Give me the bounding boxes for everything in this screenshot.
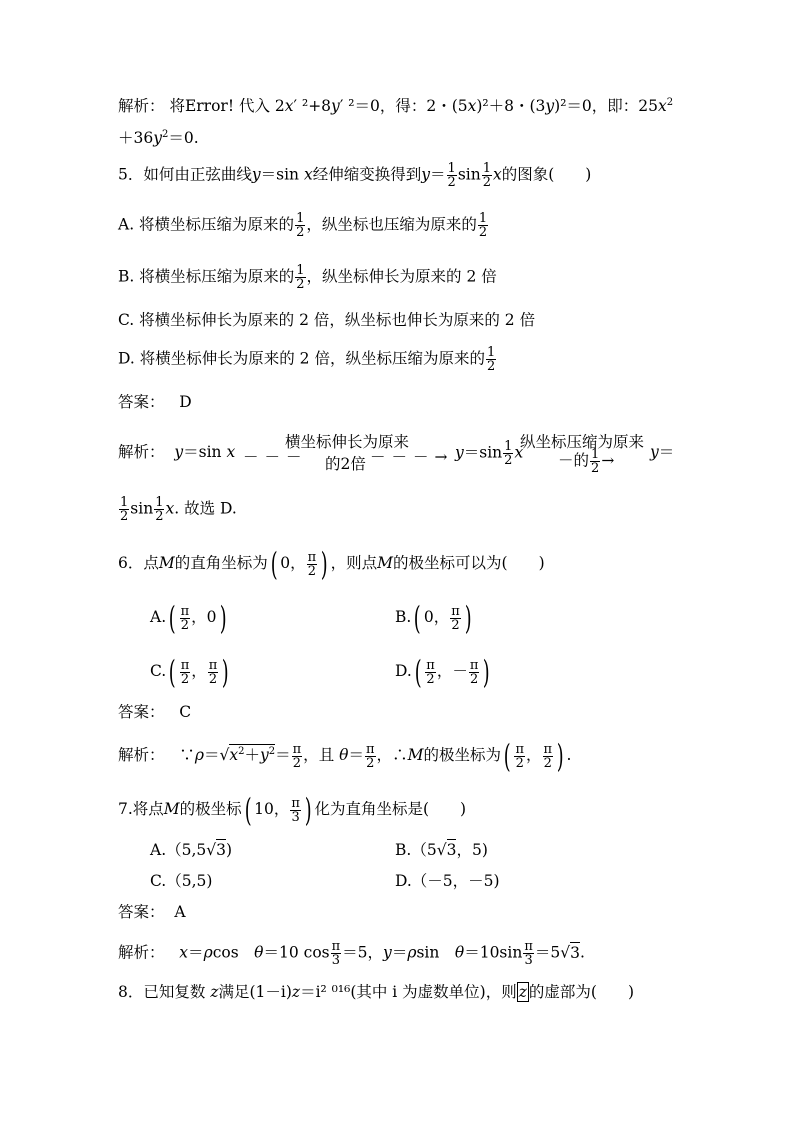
- q7-option-a: A.（5,5√3): [150, 841, 233, 859]
- q7-stem: 7.将点M的极坐标( 10， $\frac{\pi}{3}$ ) 化为直角坐标是( ): [118, 791, 467, 829]
- q5-option-d: D. 将横坐标伸长为原来的 2 倍，纵坐标压缩为原来的 $\frac{1}{2}$: [118, 345, 496, 374]
- q5-answer: 答案： D: [118, 393, 192, 411]
- q6-explanation: 解析： $\because\rho=√x^2+y^2=$ $\frac{\pi}{2}$ ，且 θ＝ $\frac{\pi}{2}$ ，∴M的极坐标为( $\frac{\pi}{2}$ ， $\frac{\pi}{2}$ ) .: [118, 737, 572, 775]
- q5-option-a: A. 将横坐标压缩为原来的 $\frac{1}{2}$ ，纵坐标也压缩为原来的 $\frac{1}{2}$: [118, 211, 488, 240]
- q7-option-d: D.（－5，－5): [395, 872, 500, 890]
- q7-option-c: C.（5,5): [150, 872, 213, 890]
- q4-explanation-line2: $+36y^2=0$.: [118, 128, 199, 147]
- q5-arrow1-dashes: －－－: [243, 448, 308, 466]
- q5-arrow2-top: 纵坐标压缩为原来: [520, 433, 645, 451]
- q6-option-d: D.( $\frac{\pi}{2}$ ，－ $\frac{\pi}{2}$ ): [395, 653, 491, 691]
- q6-stem: 6．点M的直角坐标为( 0， $\frac{\pi}{2}$ ) ，则点M的极坐标可以为( ): [118, 545, 545, 583]
- q5-result-y: y＝: [650, 443, 675, 461]
- q8-stem: 8．已知复数 z满足(1－i)z＝i² ⁰¹⁶(其中 i 为虚数单位)，则 z 的虚部为( ): [118, 983, 635, 1001]
- jiexi-label: 解析：: [118, 97, 165, 115]
- q5-stem: 5．如何由正弦曲线y＝sin x经伸缩变换得到y＝ $\frac{1}{2}$ sin $\frac{1}{2}$ x的图象( ): [118, 161, 592, 190]
- q5-result-line: $\frac{1}{2}$ sin $\frac{1}{2}$ x. 故选 D.: [120, 495, 237, 524]
- q6-answer: 答案： C: [118, 703, 192, 721]
- q5-arrow1-top: 横坐标伸长为原来: [285, 433, 410, 451]
- q5-option-b: B. 将横坐标压缩为原来的 $\frac{1}{2}$ ，纵坐标伸长为原来的 2 倍: [118, 263, 497, 292]
- q7-explanation: 解析： x＝ρcos θ＝10 cos $\frac{\pi}{3}$ ＝5，y＝ρsin θ＝10sin $\frac{\pi}{3}$ ＝5√3.: [118, 939, 585, 968]
- q6-option-b: B.( 0， $\frac{\pi}{2}$ ): [395, 599, 472, 637]
- q7-option-b: B.（5√3，5): [395, 841, 488, 859]
- q5-intermediate: y＝sin $\frac{1}{2}$ x: [455, 439, 524, 468]
- q5-arrow2-bottom: －的 $\frac{1}{2}$ →: [558, 447, 615, 476]
- q5-explanation-label: 解析： y＝sin x: [118, 443, 236, 461]
- q7-answer: 答案： A: [118, 903, 186, 921]
- q5-arrow1-dashes-end: －－－→: [370, 448, 454, 466]
- q6-option-a: A.( $\frac{\pi}{2}$ ，0): [150, 599, 227, 637]
- q4-explanation-line1: 解析： 将Error! 代入 2x′ ²+8y′ ²＝0，得：2・(5x)²＋8・(3y)²＝0，即：$25x^2$: [118, 96, 674, 115]
- q6-option-c: C.( $\frac{\pi}{2}$ ， $\frac{\pi}{2}$ ): [150, 653, 230, 691]
- q5-arrow1-bottom: 的2倍: [325, 455, 366, 473]
- q5-option-c: C. 将横坐标伸长为原来的 2 倍，纵坐标也伸长为原来的 2 倍: [118, 311, 536, 329]
